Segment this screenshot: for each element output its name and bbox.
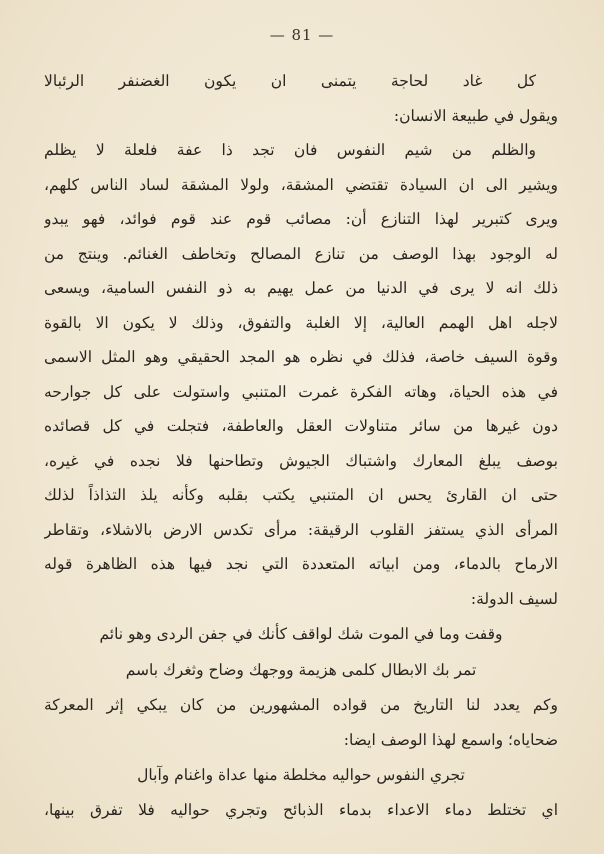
text-line: ذلك انه لا يرى في الدنيا من عمل يهيم به ذو النفس السامية، ويسعى (44, 279, 558, 297)
text-line: اي تختلط دماء الاعداء بدماء الذبائح وتجري حواليه فلا تفرق بينها، (44, 801, 558, 819)
text-line: في هذه الحياة، وهاته الفكرة غمرت المتنبي واستولت على كل جوارحه (44, 382, 558, 401)
text-line: وقوة السيف خاصة، فذلك في نظره هو المجد الحقيقي وهو المثل الاسمى (44, 348, 558, 366)
text-line: حتى ان القارئ يحس ان المتنبي يكتب بقلبه وكأنه يلذ التذاذاً لذلك (44, 486, 558, 504)
text-line: لاجله اهل الهمم العالية، إلا الغلبة والتفوق، وذلك لا يكون الا بالقوة (44, 313, 558, 332)
text-line: المرأى الذي يستفز القلوب الرقيقة: مرأى تكدس الارض بالاشلاء، وتقاطر (44, 520, 558, 539)
text-line: ويشير الى ان السيادة تقتضي المشقة، ولولا المشقة لساد الناس كلهم، (44, 175, 558, 194)
text-line: دون غيرها من سائر متناولات العقل والعاطفة، فتجلت في كل قصائده (44, 417, 558, 435)
page-text (44, 64, 558, 828)
text-line: بوصف يبلغ المعارك واشتباك الجيوش وتطاحنها فلا نجده في غيره، (44, 451, 558, 470)
text-line: كل غاد لحاجة يتمنى ان يكون الغضنفر الرئبالا (44, 72, 536, 90)
text-line: له الوجود بهذا الوصف من تنازع المصالح وتخاطف الغنائم. وينتج من (44, 244, 558, 263)
page-number: — 81 — (269, 26, 335, 44)
text-line: ويقول في طبيعة الانسان: (393, 106, 558, 125)
verse-line: وقفت وما في الموت شك لواقف كأنك في جفن الردى وهو نائم (99, 625, 503, 643)
verse-line: تجري النفوس حواليه مخلطة منها عداة واغنام وآبال (137, 766, 465, 784)
text-line: وكم يعدد لنا التاريخ من قواده المشهورين من كان يبكي إثر المعركة (44, 696, 558, 714)
text-line: والظلم من شيم النفوس فان تجد ذا عفة فلعلة لا يظلم (44, 141, 536, 159)
text-line: ويرى كتبرير لهذا التنازع أن: مصائب قوم عند قوم فوائد، فهو يبدو (44, 210, 558, 228)
text-line: الارماح بالدماء، ومن ابياته المتعددة التي نجد فيها هذه الظاهرة قوله (44, 555, 558, 573)
verse-line: تمر بك الابطال كلمى هزيمة ووجهك وضاح وثغرك باسم (125, 661, 477, 679)
text-line: لسيف الدولة: (470, 589, 558, 608)
text-line: ضحاياه؛ واسمع لهذا الوصف ايضا: (343, 730, 558, 749)
